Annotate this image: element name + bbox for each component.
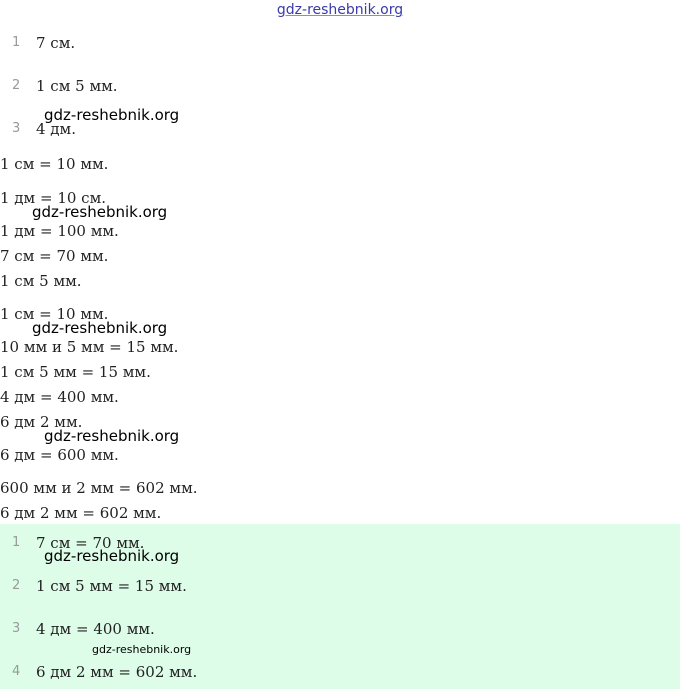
solution-line: 600 мм и 2 мм = 602 мм. xyxy=(0,479,198,497)
task-item: 4 дм. xyxy=(36,120,76,138)
watermark: gdz-reshebnik.org xyxy=(44,547,180,565)
site-header-link[interactable]: gdz-reshebnik.org xyxy=(276,2,404,18)
answer-item: 1 см 5 мм = 15 мм. xyxy=(36,577,187,595)
solution-line: 4 дм = 400 мм. xyxy=(0,388,119,406)
solution-line: 10 мм и 5 мм = 15 мм. xyxy=(0,338,179,356)
watermark: gdz-reshebnik.org xyxy=(44,106,180,124)
solution-line: 7 см = 70 мм. xyxy=(0,247,109,265)
task-number: 2 xyxy=(12,78,21,93)
answer-number: 3 xyxy=(12,621,21,636)
watermark: gdz-reshebnik.org xyxy=(32,319,168,337)
solution-line: 1 см 5 мм. xyxy=(0,272,82,290)
answer-item: 7 см = 70 мм. xyxy=(36,534,145,552)
answer-number: 1 xyxy=(12,535,21,550)
watermark: gdz-reshebnik.org xyxy=(44,427,180,445)
answer-number: 4 xyxy=(12,664,21,679)
watermark: gdz-reshebnik.org xyxy=(32,203,168,221)
answer-item: 6 дм 2 мм = 602 мм. xyxy=(36,663,198,681)
watermark: gdz-reshebnik.org xyxy=(92,643,192,656)
solution-line: 1 см = 10 мм. xyxy=(0,305,109,323)
solution-line: 1 дм = 10 см. xyxy=(0,189,107,207)
task-item: 1 см 5 мм. xyxy=(36,77,118,95)
solution-line: 1 дм = 100 мм. xyxy=(0,222,119,240)
solution-line: 1 см = 10 мм. xyxy=(0,155,109,173)
solution-line: 6 дм 2 мм. xyxy=(0,413,83,431)
task-item: 7 см. xyxy=(36,34,76,52)
task-number: 1 xyxy=(12,35,21,50)
answer-item: 4 дм = 400 мм. xyxy=(36,620,155,638)
solution-line: 6 дм 2 мм = 602 мм. xyxy=(0,504,162,522)
solution-line: 1 см 5 мм = 15 мм. xyxy=(0,363,151,381)
task-number: 3 xyxy=(12,121,21,136)
solution-line: 6 дм = 600 мм. xyxy=(0,446,119,464)
answer-number: 2 xyxy=(12,578,21,593)
